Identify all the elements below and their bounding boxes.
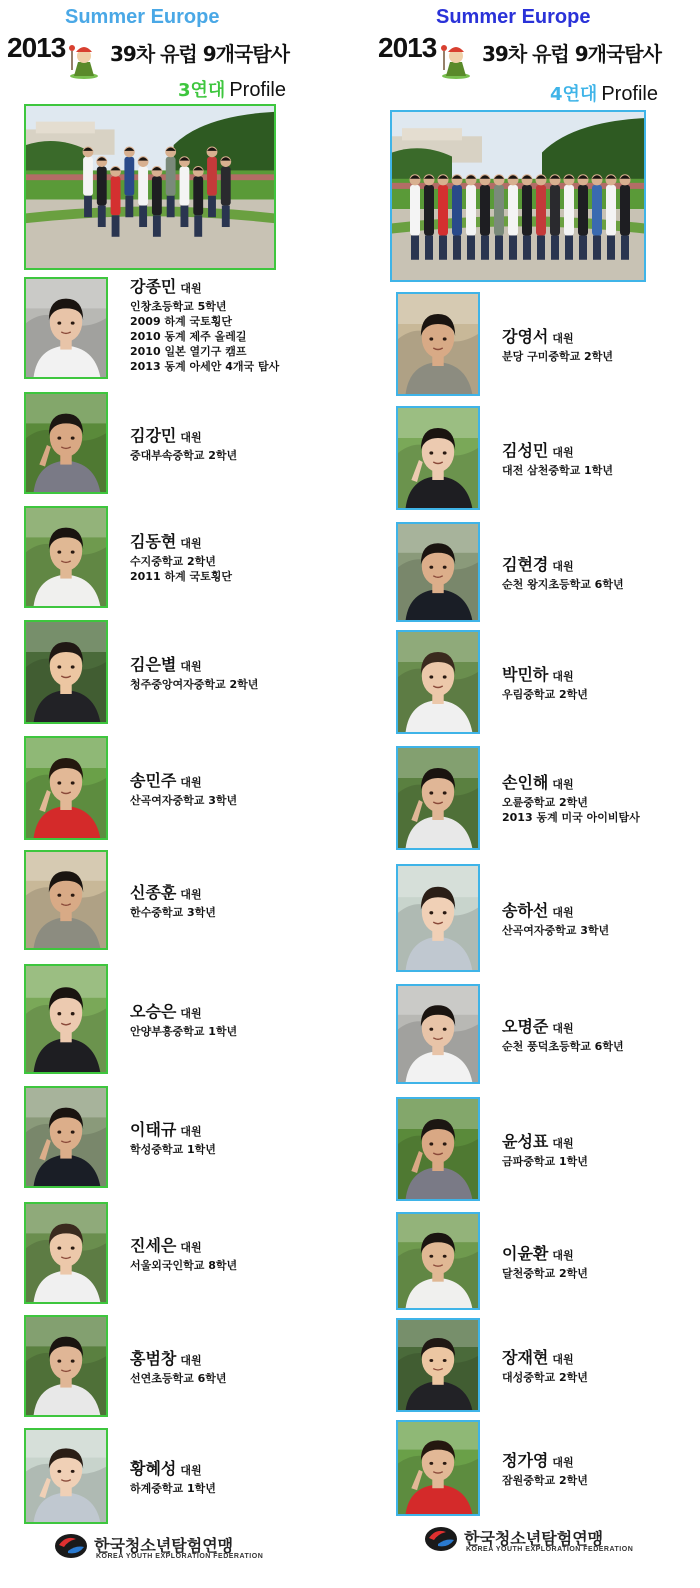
mascot-icon [66, 42, 102, 80]
member-name: 황혜성 [130, 1459, 177, 1478]
member-card [350, 1097, 700, 1201]
member-photo [396, 1420, 480, 1516]
member-card [0, 620, 350, 724]
member-detail: 안양부흥중학교 1학년 [130, 1025, 238, 1038]
member-photo [24, 392, 108, 494]
member-name: 정가영 [502, 1451, 549, 1470]
year-label: 2013 [7, 32, 66, 63]
member-photo [24, 277, 108, 379]
member-photo [24, 506, 108, 608]
member-card [350, 746, 700, 850]
member-role: 대원 [552, 1137, 574, 1150]
member-info [130, 1349, 227, 1386]
member-name: 김동현 [130, 532, 177, 551]
member-role: 대원 [552, 670, 574, 683]
member-info [130, 1120, 216, 1157]
member-name: 손인해 [502, 773, 549, 792]
member-card [350, 406, 700, 510]
member-detail: 달천중학교 2학년 [502, 1267, 588, 1280]
member-info [130, 426, 237, 463]
member-role: 대원 [552, 332, 574, 345]
member-detail: 산곡여자중학교 3학년 [502, 924, 610, 937]
member-photo [396, 746, 480, 850]
member-detail: 하계중학교 1학년 [130, 1482, 216, 1495]
federation-name: 한국청소년탐험연맹 [464, 1529, 604, 1548]
member-role: 대원 [180, 282, 202, 295]
expedition-title: 39차 유럽 9개국탐사 [110, 42, 289, 66]
member-info [130, 883, 216, 920]
member-photo [24, 1202, 108, 1304]
member-detail: 오륜중학교 2학년 [502, 796, 588, 809]
member-photo [396, 1212, 480, 1310]
member-info [502, 1132, 588, 1169]
member-card [350, 522, 700, 622]
summer-europe-label: Summer Europe [436, 6, 591, 28]
member-info [130, 1002, 237, 1039]
member-name: 오승은 [130, 1002, 177, 1021]
member-info [130, 771, 237, 808]
member-detail: 금파중학교 1학년 [502, 1155, 588, 1168]
member-card [350, 984, 700, 1084]
member-photo [24, 964, 108, 1074]
unit-heading [550, 80, 658, 106]
member-card [0, 506, 350, 608]
member-card [0, 736, 350, 840]
member-card [350, 1420, 700, 1516]
member-name: 김현경 [502, 555, 549, 574]
member-detail: 대전 삼천중학교 1학년 [502, 464, 613, 477]
member-info [502, 1017, 624, 1054]
federation-footer [54, 1533, 294, 1563]
member-card [0, 1086, 350, 1188]
member-info [130, 277, 279, 374]
member-role: 대원 [552, 1456, 574, 1469]
federation-english-name: KOREA YOUTH EXPLORATION FEDERATION [466, 1546, 634, 1553]
member-detail: 청주중앙여자중학교 2학년 [130, 678, 259, 691]
member-detail: 인창초등학교 5학년 [130, 300, 227, 313]
member-card [0, 1315, 350, 1417]
member-info [502, 327, 613, 364]
member-name: 송하선 [502, 901, 549, 920]
member-detail: 2013 동계 미국 아이비탐사 [502, 811, 640, 824]
member-role: 대원 [180, 537, 202, 550]
member-info [502, 1348, 588, 1385]
member-name: 김강민 [130, 426, 177, 445]
member-photo [396, 292, 480, 396]
member-card [350, 630, 700, 734]
member-photo [396, 1318, 480, 1412]
mascot-icon [438, 42, 474, 80]
member-detail: 학성중학교 1학년 [130, 1143, 216, 1156]
member-detail: 분당 구미중학교 2학년 [502, 350, 613, 363]
member-photo [396, 406, 480, 510]
member-detail: 서울외국인학교 8학년 [130, 1259, 238, 1272]
member-name: 강영서 [502, 327, 549, 346]
member-detail: 수지중학교 2학년 [130, 555, 216, 568]
member-info [502, 773, 640, 825]
member-info [130, 655, 258, 692]
member-card [350, 1212, 700, 1310]
member-info [502, 1244, 588, 1281]
member-photo [396, 1097, 480, 1201]
member-role: 대원 [180, 1354, 202, 1367]
member-info [130, 1236, 237, 1273]
member-detail: 한수중학교 3학년 [130, 906, 216, 919]
member-role: 대원 [552, 778, 574, 791]
right-column [350, 0, 700, 1588]
expedition-title: 39차 유럽 9개국탐사 [482, 42, 661, 66]
kyef-logo-icon [54, 1533, 88, 1559]
member-name: 오명준 [502, 1017, 549, 1036]
member-detail: 산곡여자중학교 3학년 [130, 794, 238, 807]
member-info [502, 555, 624, 592]
member-detail: 대성중학교 2학년 [502, 1371, 588, 1384]
member-name: 김성민 [502, 441, 549, 460]
unit-heading [178, 76, 286, 102]
member-card [350, 1318, 700, 1412]
member-card [0, 1428, 350, 1524]
member-info [502, 901, 609, 938]
member-role: 대원 [552, 1353, 574, 1366]
group-photo [24, 104, 276, 270]
member-photo [24, 736, 108, 840]
member-role: 대원 [180, 1464, 202, 1477]
member-info [130, 532, 232, 584]
group-photo [390, 110, 646, 282]
member-photo [396, 522, 480, 622]
member-role: 대원 [180, 1125, 202, 1138]
member-detail: 선연초등학교 6학년 [130, 1372, 227, 1385]
member-role: 대원 [180, 888, 202, 901]
member-info [502, 1451, 588, 1488]
member-photo [24, 850, 108, 950]
member-role: 대원 [180, 1007, 202, 1020]
member-detail: 잠원중학교 2학년 [502, 1474, 588, 1487]
member-name: 박민하 [502, 665, 549, 684]
member-role: 대원 [552, 446, 574, 459]
member-card [350, 292, 700, 396]
kyef-logo-icon [424, 1526, 458, 1552]
member-name: 이태규 [130, 1120, 177, 1139]
member-detail: 2011 하계 국토횡단 [130, 570, 233, 583]
member-role: 대원 [552, 1249, 574, 1262]
member-name: 김은별 [130, 655, 177, 674]
member-name: 이윤환 [502, 1244, 549, 1263]
profile-label: Profile [601, 83, 659, 105]
member-name: 윤성표 [502, 1132, 549, 1151]
member-name: 송민주 [130, 771, 177, 790]
member-photo [24, 1086, 108, 1188]
member-role: 대원 [180, 1241, 202, 1254]
member-name: 장재현 [502, 1348, 549, 1367]
member-photo [396, 984, 480, 1084]
member-photo [396, 630, 480, 734]
member-info [130, 1459, 216, 1496]
member-info [502, 665, 588, 702]
member-name: 진세은 [130, 1236, 177, 1255]
member-photo [24, 1428, 108, 1524]
member-name: 신종훈 [130, 883, 177, 902]
member-card [0, 392, 350, 494]
member-card [0, 277, 350, 379]
unit-label: 3연대 [178, 80, 226, 101]
member-role: 대원 [552, 1022, 574, 1035]
member-detail: 2010 동계 제주 올레길 [130, 330, 247, 343]
member-name: 홍범창 [130, 1349, 177, 1368]
profile-label: Profile [229, 79, 287, 101]
member-detail: 우림중학교 2학년 [502, 688, 588, 701]
member-card [0, 850, 350, 950]
unit-label: 4연대 [550, 84, 598, 105]
member-detail: 2009 하계 국토횡단 [130, 315, 233, 328]
member-role: 대원 [180, 660, 202, 673]
member-role: 대원 [180, 431, 202, 444]
member-card [0, 1202, 350, 1304]
member-photo [24, 1315, 108, 1417]
federation-name: 한국청소년탐험연맹 [94, 1536, 234, 1555]
member-photo [396, 864, 480, 972]
member-detail: 2010 일본 열기구 캠프 [130, 345, 247, 358]
member-role: 대원 [552, 560, 574, 573]
member-detail: 순천 왕지초등학교 6학년 [502, 578, 624, 591]
member-detail: 순천 풍덕초등학교 6학년 [502, 1040, 624, 1053]
member-card [0, 964, 350, 1074]
member-name: 강종민 [130, 277, 177, 296]
member-role: 대원 [180, 776, 202, 789]
member-role: 대원 [552, 906, 574, 919]
member-photo [24, 620, 108, 724]
member-detail: 2013 동계 아세안 4개국 탐사 [130, 360, 280, 373]
federation-footer [424, 1526, 664, 1556]
summer-europe-label: Summer Europe [65, 6, 220, 28]
federation-english-name: KOREA YOUTH EXPLORATION FEDERATION [96, 1553, 264, 1560]
year-label: 2013 [378, 32, 437, 63]
member-card [350, 864, 700, 972]
member-info [502, 441, 613, 478]
member-detail: 중대부속중학교 2학년 [130, 449, 238, 462]
